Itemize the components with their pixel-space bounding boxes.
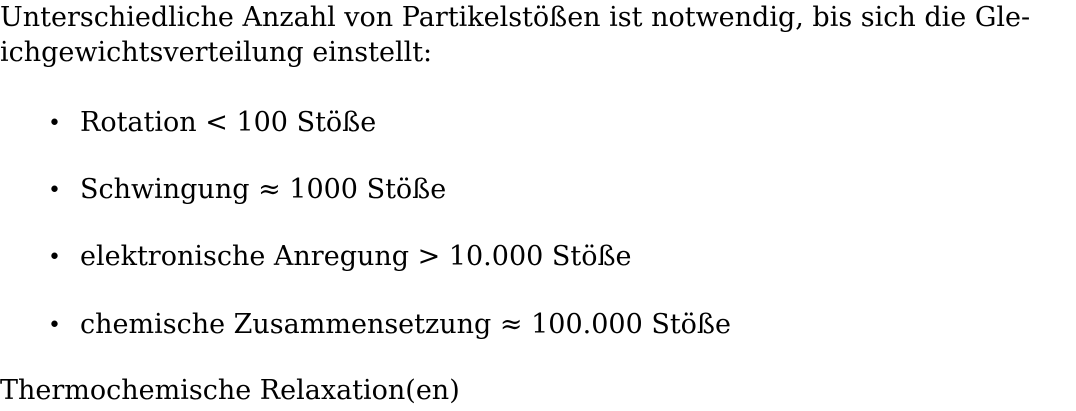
bullet-icon: • bbox=[48, 245, 61, 270]
intro-text-line-2: ichgewichtsverteilung einstellt: bbox=[0, 37, 433, 68]
bullet-icon: • bbox=[48, 178, 61, 203]
intro-text-line-1: Unterschiedliche Anzahl von Partikelstößen ist notwendig, bis sich die Gle- bbox=[0, 2, 1031, 33]
closing-heading: Thermochemische Relaxation(en) bbox=[0, 375, 460, 406]
list-item-schwingung bbox=[48, 173, 446, 208]
list-item-chemische-zusammensetzung bbox=[48, 308, 731, 343]
bullet-icon: • bbox=[48, 313, 61, 338]
list-item-text: Schwingung ≈ 1000 Stöße bbox=[80, 174, 447, 205]
list-item-text: elektronische Anregung > 10.000 Stöße bbox=[80, 241, 632, 272]
list-item-text: Rotation < 100 Stöße bbox=[80, 107, 377, 138]
bullet-icon: • bbox=[48, 111, 61, 136]
list-item-rotation bbox=[48, 106, 376, 141]
list-item-elektronische-anregung bbox=[48, 240, 632, 275]
list-item-text: chemische Zusammensetzung ≈ 100.000 Stöße bbox=[80, 309, 731, 340]
